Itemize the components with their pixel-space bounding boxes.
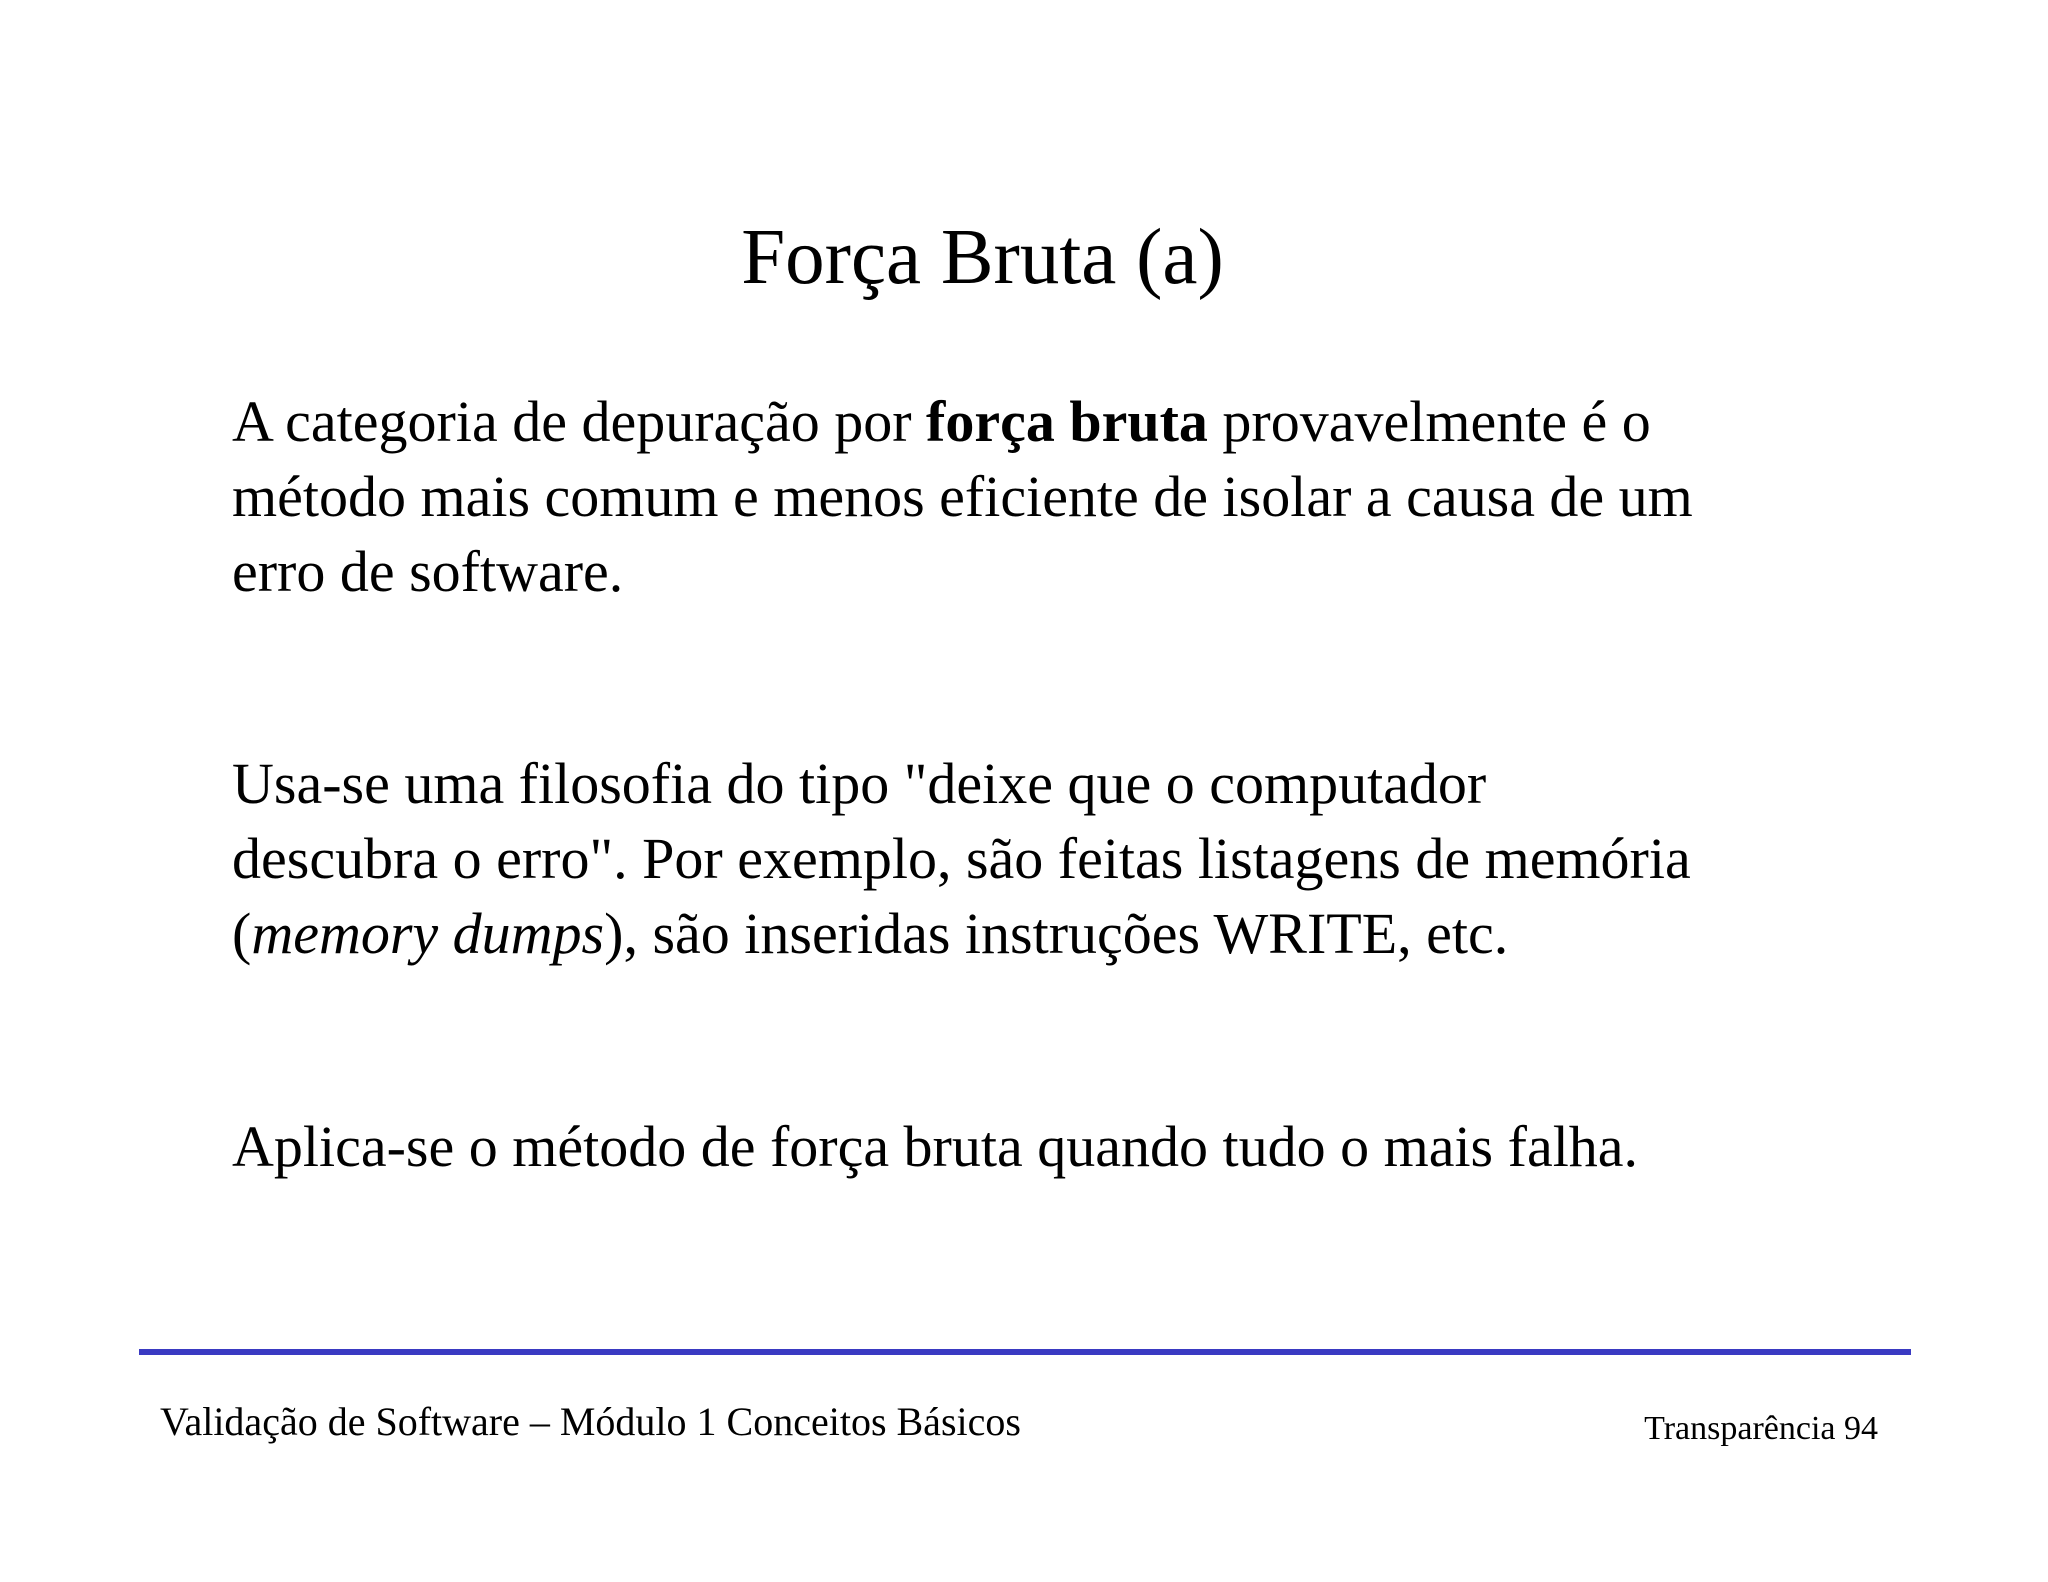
paragraph1-line3: erro de software.: [232, 539, 624, 604]
paragraph2-line3-rest: ), são inseridas instruções WRITE, etc.: [604, 901, 1509, 966]
paragraph2-italic-term: memory dumps: [251, 901, 605, 966]
slide-title: Força Bruta (a): [741, 214, 1224, 301]
paragraph1-line2: método mais comum e menos eficiente de isolar a causa de um: [232, 464, 1693, 529]
paragraph2-line1: Usa-se uma filosofia do tipo "deixe que o computador: [232, 751, 1487, 816]
paragraph-brute-force-definition: [232, 384, 1872, 609]
paragraph-philosophy: [232, 746, 1872, 971]
paragraph2-line2: descubra o erro". Por exemplo, são feitas listagens de memória: [232, 826, 1691, 891]
footer-slide-number: Transparência 94: [1644, 1410, 1878, 1447]
paragraph1-text-start: A categoria de depuração por: [232, 389, 927, 454]
footer-divider: [139, 1349, 1911, 1355]
paragraph1-bold-term: força bruta: [926, 389, 1208, 454]
paragraph1-text-end: provavelmente é o: [1207, 389, 1651, 454]
paragraph-when-applied: Aplica-se o método de força bruta quando tudo o mais falha.: [232, 1114, 1639, 1179]
paragraph2-open-paren: (: [232, 901, 252, 966]
footer-course-title: Validação de Software – Módulo 1 Conceitos Básicos: [160, 1399, 1021, 1444]
